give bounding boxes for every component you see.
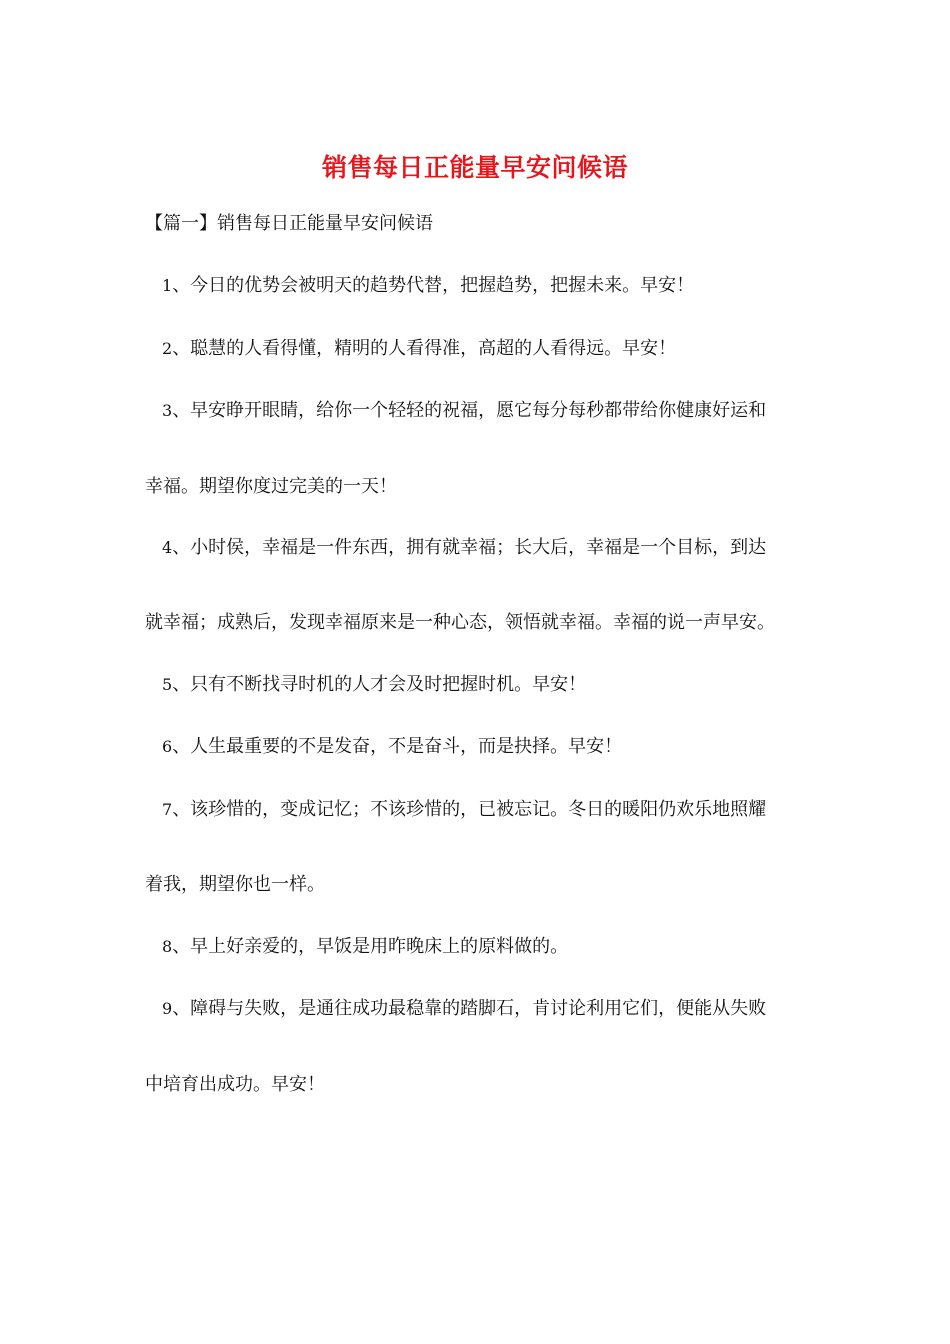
item-text: 、今日的优势会被明天的趋势代替，把握趋势，把握未来。早安！: [172, 275, 695, 296]
list-item: [162, 670, 586, 700]
list-item-continuation: 着我，期望你也一样。: [145, 874, 325, 895]
list-item: [162, 732, 622, 762]
list-item-continuation: 幸福。期望你度过完美的一天！: [145, 476, 397, 497]
item-number: 2: [162, 339, 173, 358]
list-item: [162, 533, 766, 563]
document-title: 销售每日正能量早安问候语: [321, 153, 628, 182]
list-item: [162, 932, 568, 962]
item-text: 、聪慧的人看得懂，精明的人看得准，高超的人看得远。早安！: [172, 338, 677, 359]
list-item-continuation: 中培育出成功。早安！: [145, 1074, 325, 1095]
item-text: 、只有不断找寻时机的人才会及时把握时机。早安！: [172, 674, 587, 695]
list-item-continuation: 就幸福；成熟后，发现幸福原来是一种心态，领悟就幸福。幸福的说一声早安。: [145, 612, 775, 633]
item-number: 9: [162, 999, 173, 1018]
item-text: 、障碍与失败，是通往成功最稳靠的踏脚石，肯讨论利用它们，便能从失败: [172, 998, 767, 1019]
item-text: 、早上好亲爱的，早饭是用昨晚床上的原料做的。: [172, 936, 569, 957]
item-number: 4: [162, 538, 173, 557]
list-item: [162, 994, 766, 1024]
list-item: [162, 271, 694, 301]
item-number: 5: [162, 675, 173, 694]
item-text: 、人生最重要的不是发奋，不是奋斗，而是抉择。早安！: [172, 736, 623, 757]
item-text: 、早安睁开眼睛，给你一个轻轻的祝福，愿它每分每秒都带给你健康好运和: [172, 400, 767, 421]
list-item: [162, 795, 766, 825]
item-number: 7: [162, 800, 173, 819]
item-text: 、小时侯，幸福是一件东西，拥有就幸福；长大后，幸福是一个目标，到达: [172, 537, 767, 558]
item-number: 1: [162, 276, 173, 295]
item-number: 3: [162, 401, 173, 420]
item-text: 、该珍惜的，变成记忆；不该珍惜的，已被忘记。冬日的暖阳仍欢乐地照耀: [172, 799, 767, 820]
item-number: 6: [162, 737, 173, 756]
list-item: [162, 334, 676, 364]
item-number: 8: [162, 937, 173, 956]
list-item: [162, 396, 766, 426]
section-heading: 【篇一】销售每日正能量早安问候语: [145, 213, 433, 234]
